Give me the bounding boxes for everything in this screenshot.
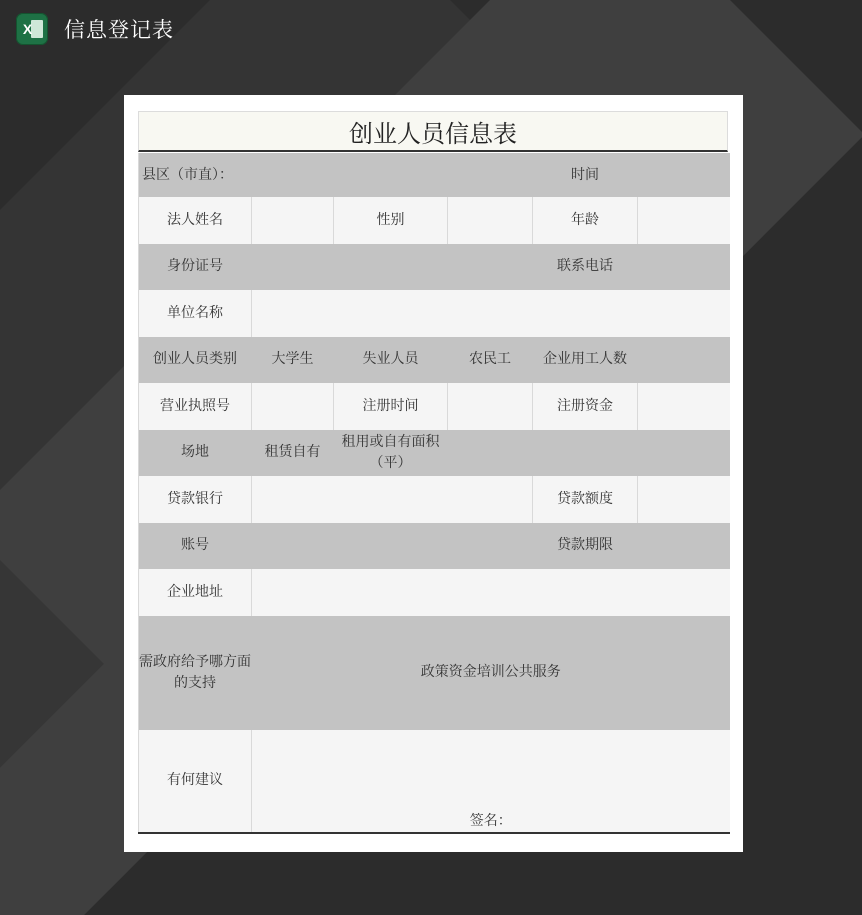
time-label: 时间	[533, 153, 638, 197]
reg-time-cell[interactable]	[448, 383, 533, 430]
excel-icon-sheet	[31, 20, 43, 38]
company-name-cell[interactable]	[252, 290, 730, 337]
gender-label: 性别	[334, 197, 448, 244]
support-label: 需政府给予哪方面的支持	[139, 616, 252, 730]
table-row	[139, 197, 730, 244]
category-label: 创业人员类别	[139, 337, 252, 384]
loan-bank-label: 贷款银行	[139, 476, 252, 523]
site-label: 场地	[139, 430, 252, 477]
table-row	[139, 290, 730, 337]
signature-label: 签名：	[469, 812, 512, 829]
id-number-cell[interactable]	[252, 244, 533, 291]
county-label: 县区（市直）：	[139, 153, 533, 197]
form-title: 创业人员信息表	[138, 111, 728, 152]
id-number-label: 身份证号	[139, 244, 252, 291]
area-cell[interactable]	[448, 430, 730, 477]
suggestion-cell[interactable]	[252, 730, 730, 833]
reg-time-label: 注册时间	[334, 383, 448, 430]
table-row	[139, 430, 730, 477]
table-row	[139, 730, 730, 833]
suggestion-label: 有何建议	[139, 730, 252, 833]
table-row	[139, 569, 730, 616]
app-title: 信息登记表	[64, 18, 174, 42]
employees-label: 企业用工人数	[533, 337, 638, 384]
gender-cell[interactable]	[448, 197, 533, 244]
age-cell[interactable]	[638, 197, 730, 244]
age-label: 年龄	[533, 197, 638, 244]
category-option-migrant[interactable]: 农民工	[448, 337, 533, 384]
table-row	[139, 244, 730, 291]
legal-name-label: 法人姓名	[139, 197, 252, 244]
table-row	[139, 383, 730, 430]
rent-own-label: 租赁自有	[252, 430, 334, 477]
table-row	[139, 523, 730, 570]
excel-icon-letter: X	[22, 21, 33, 37]
app-header	[16, 12, 174, 46]
company-name-label: 单位名称	[139, 290, 252, 337]
phone-cell[interactable]	[638, 244, 730, 291]
address-cell[interactable]	[252, 569, 730, 616]
loan-bank-cell[interactable]	[252, 476, 533, 523]
loan-term-cell[interactable]	[638, 523, 730, 570]
legal-name-cell[interactable]	[252, 197, 334, 244]
category-option-student[interactable]: 大学生	[252, 337, 334, 384]
excel-icon	[16, 13, 48, 45]
loan-term-label: 贷款期限	[533, 523, 638, 570]
area-label: 租用或自有面积（平）	[334, 430, 448, 477]
reg-capital-cell[interactable]	[638, 383, 730, 430]
table-row	[139, 616, 730, 730]
license-cell[interactable]	[252, 383, 334, 430]
table-row	[139, 153, 730, 197]
loan-amount-label: 贷款额度	[533, 476, 638, 523]
category-option-unemployed[interactable]: 失业人员	[334, 337, 448, 384]
employees-cell[interactable]	[638, 337, 730, 384]
license-label: 营业执照号	[139, 383, 252, 430]
address-label: 企业地址	[139, 569, 252, 616]
support-value[interactable]: 政策资金培训公共服务	[252, 616, 730, 730]
phone-label: 联系电话	[533, 244, 638, 291]
reg-capital-label: 注册资金	[533, 383, 638, 430]
account-label: 账号	[139, 523, 252, 570]
table-row	[139, 476, 730, 523]
time-value[interactable]	[638, 153, 730, 197]
account-cell[interactable]	[252, 523, 533, 570]
info-table	[138, 153, 730, 834]
form-sheet	[124, 95, 743, 852]
table-row	[139, 337, 730, 384]
loan-amount-cell[interactable]	[638, 476, 730, 523]
